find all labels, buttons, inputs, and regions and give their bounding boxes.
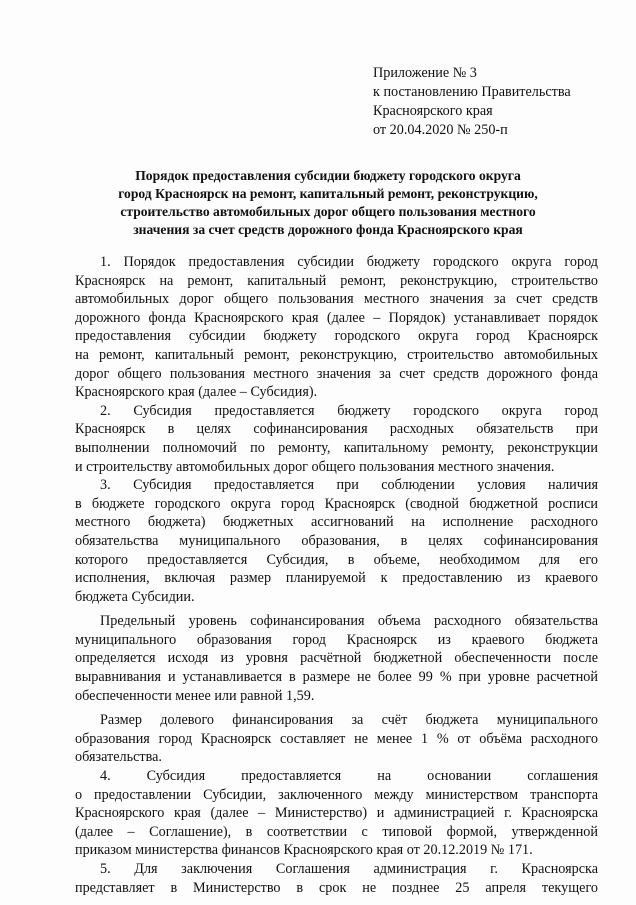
text-line: выполнении полномочий по ремонту, капитальному ремонту, реконструкции — [75, 439, 598, 456]
text-line: исполнения, включая размер планируемой к предоставлению из краевого — [75, 570, 598, 587]
appendix-header-line: от 20.04.2020 № 250-п — [373, 122, 508, 138]
text-line: 1. Порядок предоставления субсидии бюджету городского округа город — [100, 254, 598, 270]
text-line: определяется исходя из уровня расчётной бюджетной обеспеченности после — [75, 650, 598, 667]
paragraph-2 — [75, 402, 598, 476]
text-line: Размер долевого финансирования за счёт бюджета муниципального — [100, 712, 598, 729]
text-line: на ремонт, капитальный ремонт, реконструкцию, строительство автомобильных — [75, 346, 598, 363]
text-line: 2. Субсидия предоставляется бюджету городского округа город — [100, 402, 598, 419]
title-line: строительство автомобильных дорог общего пользования местного — [120, 204, 536, 219]
text-line: и строительству автомобильных дорог общего пользования местного значения. — [75, 458, 555, 475]
text-line: местного бюджета) бюджетных ассигнований на исполнение расходного — [75, 514, 598, 531]
text-line: Красноярского края (далее – Субсидия). — [75, 384, 318, 401]
text-line: обязательства. — [75, 749, 162, 766]
text-line: Предельный уровень софинансирования объема расходного обязательства — [100, 613, 598, 630]
text-line: о предоставлении Субсидии, заключенного между министерством транспорта — [75, 786, 598, 803]
appendix-header-line: к постановлению Правительства — [373, 84, 571, 100]
text-line: Красноярск в целях софинансирования расходных обязательств при — [75, 421, 598, 438]
text-line: дорожного фонда Красноярского края (далее – Порядок) устанавливает порядок — [75, 309, 598, 326]
paragraph-1 — [75, 253, 598, 402]
text-line: в бюджете городского округа город Красноярск (сводной бюджетной росписи — [75, 495, 598, 512]
text-line: образования город Красноярск составляет не менее 1 % от объёма расходного — [75, 730, 598, 747]
title-line: значения за счет средств дорожного фонда Красноярского края — [133, 222, 523, 237]
appendix-header-line: Красноярского края — [373, 103, 493, 119]
appendix-header-line: Приложение № 3 — [373, 65, 477, 81]
appendix-header — [373, 64, 623, 140]
text-line: 5. Для заключения Соглашения администрация г. Красноярска — [100, 861, 598, 877]
text-line: бюджета Субсидии. — [75, 588, 195, 605]
text-line: приказом министерства финансов Красноярского края от 20.12.2019 № 171. — [75, 842, 533, 859]
paragraph-3 — [75, 476, 598, 606]
text-line: Красноярского края (далее – Министерство) и администрацией г. Красноярска — [75, 805, 598, 822]
title-line: город Красноярск на ремонт, капитальный ремонт, реконструкцию, — [118, 186, 538, 201]
text-line: дорог общего пользования местного значения за счет средств дорожного фонда — [75, 365, 598, 382]
text-line: предоставления субсидии бюджету городского округа город Красноярск — [75, 328, 598, 345]
text-line: которого предоставляется Субсидия, в объеме, необходимом для его — [75, 551, 598, 568]
title-line: Порядок предоставления субсидии бюджету городского округа — [135, 168, 521, 183]
paragraph-cofinancing-limit — [75, 612, 598, 705]
text-line: 3. Субсидия предоставляется при соблюдении условия наличия — [100, 477, 598, 494]
paragraph-4 — [75, 767, 598, 860]
text-line: представляет в Министерство в срок не позднее 25 апреля текущего — [75, 879, 598, 896]
text-line: выравнивания и устанавливается в размере не более 99 % при уровне расчетной — [75, 669, 598, 686]
document-body — [75, 253, 598, 897]
text-line: автомобильных дорог общего пользования местного значения за счет средств — [75, 291, 598, 308]
document-title — [68, 167, 588, 239]
paragraph-5 — [75, 860, 598, 897]
text-line: обязательства муниципального образования, в целях софинансирования — [75, 532, 598, 549]
text-line: (далее – Соглашение), в соответствии с типовой формой, утвержденной — [75, 823, 598, 840]
text-line: обеспеченности менее или равной 1,59. — [75, 687, 315, 704]
text-line: муниципального образования город Красноярск из краевого бюджета — [75, 631, 598, 648]
text-line: 4. Субсидия предоставляется на основании соглашения — [100, 768, 598, 785]
paragraph-share-financing — [75, 711, 598, 767]
text-line: Красноярск на ремонт, капитальный ремонт, реконструкцию, строительство — [75, 272, 598, 289]
